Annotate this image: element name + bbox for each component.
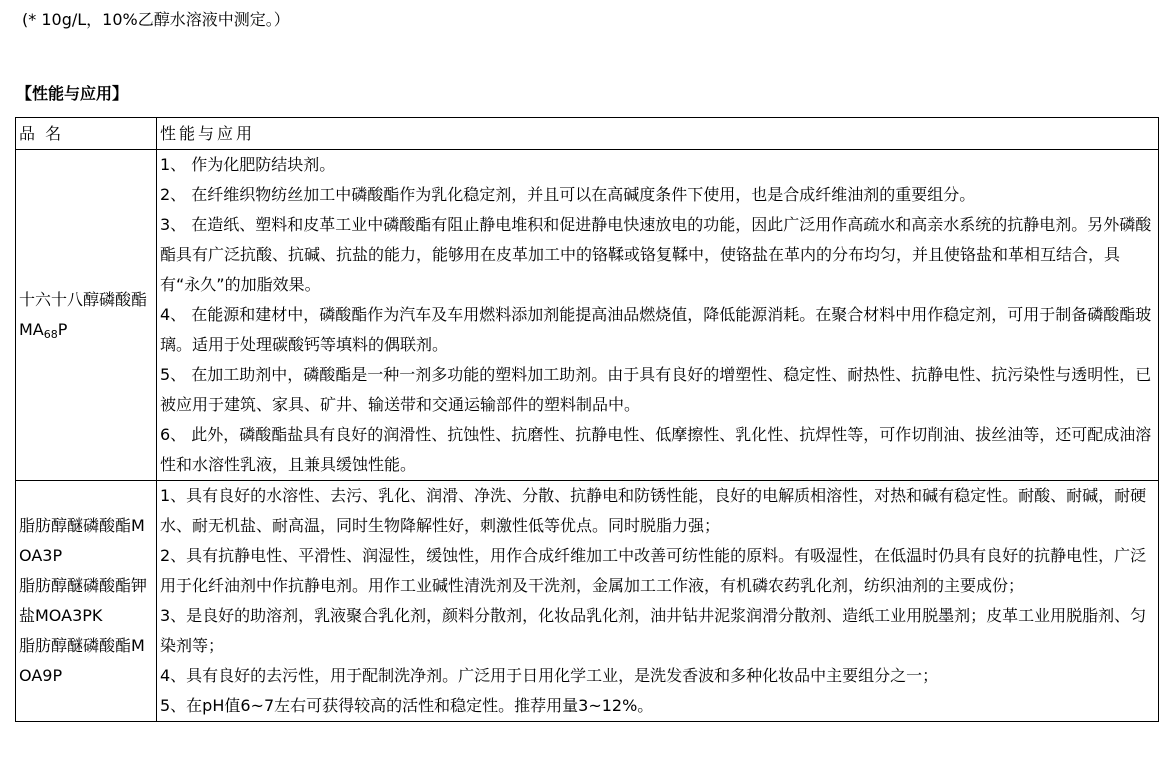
application-list — [157, 150, 1159, 481]
product-name-ma68p — [16, 150, 157, 481]
measurement-note: (* 10g/L，10%乙醇水溶液中测定。） — [22, 10, 290, 29]
application-item: 3、 在造纸、塑料和皮革工业中磷酸酯有阻止静电堆积和促进静电快速放电的功能，因此广泛用作高疏水和高亲水系统的抗静电剂。另外磷酸酯具有广泛抗酸、抗碱、抗盐的能力，能够用在皮革加工中的铬鞣或铬复鞣中，使铬盐在革内的分布均匀，并且使铬盐和革相互结合，具有“永久”的加脂效果。 — [160, 215, 1152, 294]
application-list — [157, 481, 1159, 722]
application-item: 4、 在能源和建材中，磷酸酯作为汽车及车用燃料添加剂能提高油品燃烧值，降低能源消耗。在聚合材料中用作稳定剂，可用于制备磷酸酯玻璃。适用于处理碳酸钙等填料的偶联剂。 — [160, 305, 1152, 354]
application-item: 5、 在加工助剂中，磷酸酯是一种一剂多功能的塑料加工助剂。由于具有良好的增塑性、稳定性、耐热性、抗静电性、抗污染性与透明性，已被应用于建筑、家具、矿井、输送带和交通运输部件的塑料制品中。 — [160, 365, 1152, 414]
table-row — [16, 150, 1159, 481]
product-name-subscript: 68 — [43, 328, 58, 341]
section-title: 【性能与应用】 — [16, 84, 129, 103]
application-item: 2、具有抗静电性、平滑性、润湿性，缓蚀性，用作合成纤维加工中改善可纺性能的原料。有吸湿性，在低温时仍具有良好的抗静电性，广泛用于化纤油剂中作抗静电剂。用作工业碱性清洗剂及干洗剂，金属加工工作液，有机磷农药乳化剂，纺织油剂的主要成份； — [160, 546, 1147, 595]
header-product-name: 品 名 — [16, 118, 157, 150]
product-name-suffix: P — [57, 320, 68, 339]
product-name-moa9p: 脂肪醇醚磷酸酯MOA9P — [19, 636, 145, 685]
application-item: 5、在pH值6~7左右可获得较高的活性和稳定性。推荐用量3~12%。 — [160, 696, 654, 715]
application-item: 4、具有良好的去污性，用于配制洗净剂。广泛用于日用化学工业，是洗发香波和多种化妆品中主要组分之一； — [160, 666, 939, 685]
application-item: 1、 作为化肥防结块剂。 — [160, 155, 336, 174]
product-name-moa3pk: 脂肪醇醚磷酸酯钾盐MOA3PK — [19, 576, 148, 625]
product-name-moa3p: 脂肪醇醚磷酸酯MOA3P — [19, 516, 145, 565]
application-item: 2、 在纤维织物纺丝加工中磷酸酯作为乳化稳定剂，并且可以在高碱度条件下使用，也是合成纤维油剂的重要组分。 — [160, 185, 976, 204]
application-item: 1、具有良好的水溶性、去污、乳化、润滑、净洗、分散、抗静电和防锈性能，良好的电解质相溶性，对热和碱有稳定性。耐酸、耐碱，耐硬水、耐无机盐、耐高温，同时生物降解性好，刺激性低等优点。同时脱脂力强； — [160, 486, 1147, 535]
product-name-moa-group — [16, 481, 157, 722]
application-item: 6、 此外，磷酸酯盐具有良好的润滑性、抗蚀性、抗磨性、抗静电性、低摩擦性、乳化性、抗焊性等，可作切削油、拔丝油等，还可配成油溶性和水溶性乳液，且兼具缓蚀性能。 — [160, 425, 1152, 474]
table-header-row — [16, 118, 1159, 150]
header-performance-application: 性能与应用 — [157, 118, 1159, 150]
application-item: 3、是良好的助溶剂，乳液聚合乳化剂，颜料分散剂，化妆品乳化剂，油井钻井泥浆润滑分散剂、造纸工业用脱墨剂；皮革工业用脱脂剂、匀染剂等； — [160, 606, 1147, 655]
product-name-main: 十六十八醇磷酸酯MA — [19, 290, 148, 339]
performance-application-table — [15, 117, 1159, 722]
table-row — [16, 481, 1159, 722]
